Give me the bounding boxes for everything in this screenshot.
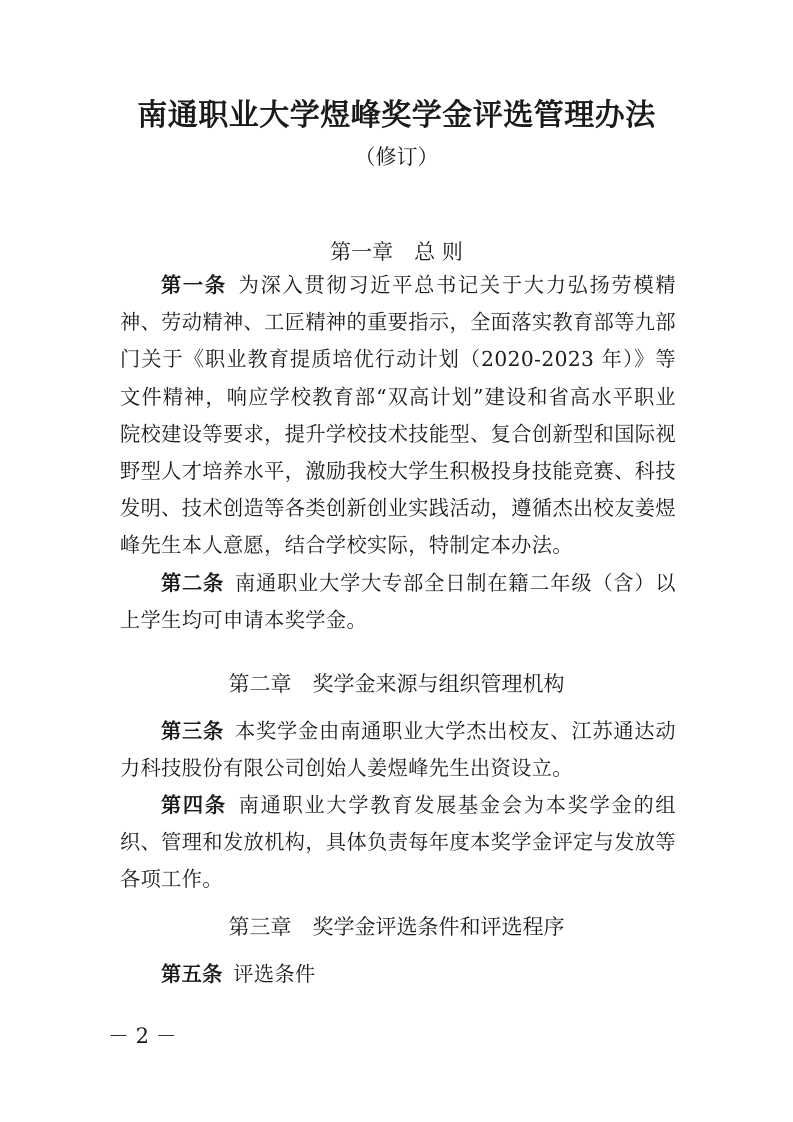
page-number: － 2 － [108, 1024, 177, 1048]
article-number: 第四条 [161, 793, 227, 817]
article-number: 第二条 [161, 571, 225, 595]
article-text: 本奖学金由南通职业大学杰出校友、江苏通达动力科技股份有限公司创始人姜煜峰先生出资设立。 [120, 719, 676, 781]
chapter-heading-1: 第一章 总 则 [330, 240, 463, 264]
article-number: 第五条 [161, 962, 223, 986]
article-text: 南通职业大学教育发展基金会为本奖学金的组织、管理和发放机构，具体负责每年度本奖学金评定与发放等各项工作。 [120, 793, 676, 892]
article-4 [120, 787, 676, 899]
article-text: 评选条件 [233, 962, 316, 986]
article-1 [120, 267, 676, 565]
article-2 [120, 565, 676, 639]
article-number: 第三条 [161, 719, 225, 743]
article-3 [120, 713, 676, 787]
article-number: 第一条 [161, 273, 227, 297]
document-title: 南通职业大学煜峰奖学金评选管理办法 [137, 98, 656, 133]
article-5 [120, 956, 676, 993]
article-text: 为深入贯彻习近平总书记关于大力弘扬劳模精神、劳动精神、工匠精神的重要指示，全面落实教育部等九部门关于《职业教育提质培优行动计划（2020-2023 年）》等文件精神，响应学校教育部“双高计划”建设和省高水平职业院校建设等要求，提升学校技术技能型、复合创新型和国际视野型人才培养水平，激励我校大学生积极投身技能竞赛、科技发明、技术创造等各类创新创业实践活动，遵循杰出校友姜煜峰先生本人意愿，结合学校实际，特制定本办法。 [120, 273, 676, 558]
article-text: 南通职业大学大专部全日制在籍二年级（含）以上学生均可申请本奖学金。 [120, 571, 676, 633]
chapter-heading-3: 第三章 奖学金评选条件和评选程序 [228, 915, 565, 939]
chapter-heading-2: 第二章 奖学金来源与组织管理机构 [228, 672, 565, 696]
document-subtitle: （修订） [354, 145, 439, 169]
